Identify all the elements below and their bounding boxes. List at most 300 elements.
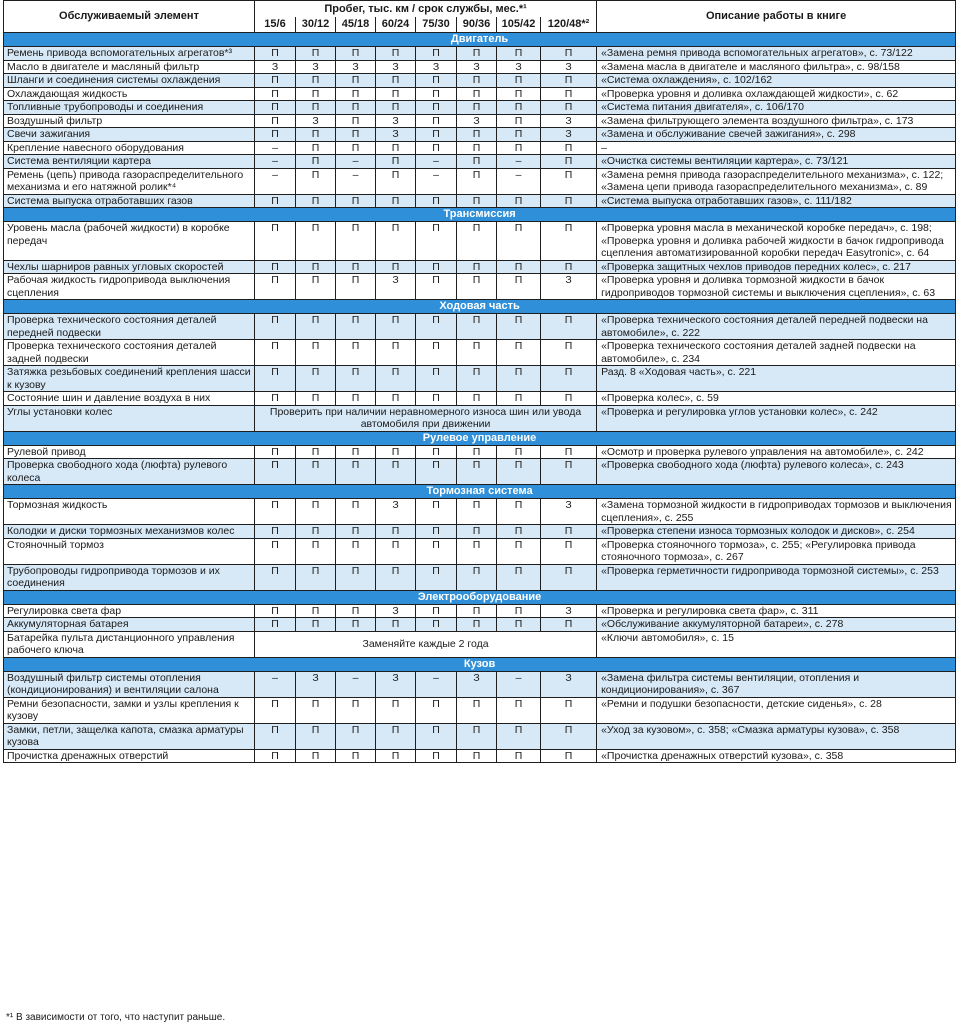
interval-value-cell: П <box>457 499 497 525</box>
table-header <box>4 1 956 33</box>
interval-value-cell: П <box>416 697 457 723</box>
interval-value-cell: П <box>336 128 376 142</box>
interval-value-cell: П <box>416 564 457 590</box>
interval-value-cell: П <box>457 222 497 261</box>
interval-value-cell: П <box>336 604 376 618</box>
interval-value-cell: П <box>255 392 296 406</box>
interval-value-cell: П <box>541 392 597 406</box>
interval-value-cell: П <box>457 340 497 366</box>
interval-value-cell: П <box>336 618 376 632</box>
interval-value-cell: П <box>336 697 376 723</box>
description-column-header: Описание работы в книге <box>597 1 956 33</box>
interval-value-cell: П <box>541 525 597 539</box>
interval-value-cell: П <box>296 128 336 142</box>
description-cell: «Замена ремня привода газораспределительного механизма», с. 122; «Замена цепи привода газораспределительного механизма», с. 89 <box>597 168 956 194</box>
interval-header: 15/6 <box>255 17 296 33</box>
table-row <box>4 274 956 300</box>
interval-value-cell: П <box>296 445 336 459</box>
interval-value-cell: З <box>376 128 416 142</box>
interval-value-cell: П <box>336 564 376 590</box>
interval-value-cell: – <box>416 155 457 169</box>
interval-value-cell: – <box>255 671 296 697</box>
interval-value-cell: П <box>376 618 416 632</box>
interval-value-cell: П <box>255 194 296 208</box>
item-cell: Затяжка резьбовых соединений крепления шасси к кузову <box>4 366 255 392</box>
interval-value-cell: П <box>255 697 296 723</box>
item-cell: Рабочая жидкость гидропривода выключения сцепления <box>4 274 255 300</box>
interval-value-cell: П <box>376 155 416 169</box>
interval-value-cell: З <box>296 114 336 128</box>
interval-value-cell: П <box>457 749 497 763</box>
interval-value-cell: П <box>255 314 296 340</box>
description-cell: «Проверка технического состояния деталей задней подвески на автомобиле», с. 234 <box>597 340 956 366</box>
interval-value-cell: П <box>541 47 597 61</box>
interval-value-cell: П <box>255 274 296 300</box>
interval-value-cell: П <box>296 459 336 485</box>
interval-value-cell: П <box>416 314 457 340</box>
interval-value-cell: – <box>336 155 376 169</box>
interval-value-cell: П <box>497 459 541 485</box>
interval-value-cell: П <box>457 697 497 723</box>
description-cell: «Замена масла в двигателе и масляного фильтра», с. 98/158 <box>597 60 956 74</box>
interval-value-cell: П <box>376 260 416 274</box>
interval-value-cell: П <box>376 459 416 485</box>
interval-value-cell: П <box>376 141 416 155</box>
interval-value-cell: П <box>255 525 296 539</box>
section-header-row <box>4 208 956 222</box>
interval-value-cell: П <box>541 366 597 392</box>
interval-value-cell: З <box>416 60 457 74</box>
interval-value-cell: З <box>457 671 497 697</box>
interval-value-cell: – <box>416 168 457 194</box>
interval-value-cell: П <box>416 141 457 155</box>
table-row <box>4 47 956 61</box>
interval-value-cell: П <box>296 260 336 274</box>
interval-value-cell: З <box>541 274 597 300</box>
interval-value-cell: П <box>497 445 541 459</box>
interval-value-cell: П <box>457 618 497 632</box>
interval-value-cell: П <box>255 101 296 115</box>
interval-header: 45/18 <box>336 17 376 33</box>
interval-value-cell: П <box>497 222 541 261</box>
interval-value-cell: П <box>541 314 597 340</box>
interval-value-cell: П <box>336 525 376 539</box>
interval-value-cell: П <box>255 538 296 564</box>
table-row <box>4 459 956 485</box>
interval-value-cell: П <box>541 723 597 749</box>
interval-value-cell: – <box>255 141 296 155</box>
section-title: Двигатель <box>4 33 956 47</box>
interval-value-cell: П <box>336 499 376 525</box>
description-cell: «Ремни и подушки безопасности, детские сиденья», с. 28 <box>597 697 956 723</box>
table-row <box>4 128 956 142</box>
description-cell: «Система охлаждения», с. 102/162 <box>597 74 956 88</box>
item-cell: Углы установки колес <box>4 405 255 431</box>
interval-value-cell: П <box>416 749 457 763</box>
table-row <box>4 260 956 274</box>
interval-value-cell: П <box>255 618 296 632</box>
table-row <box>4 723 956 749</box>
interval-value-cell: П <box>296 697 336 723</box>
table-row <box>4 366 956 392</box>
interval-value-cell: П <box>255 366 296 392</box>
interval-value-cell: З <box>376 671 416 697</box>
interval-value-cell: П <box>336 101 376 115</box>
item-cell: Состояние шин и давление воздуха в них <box>4 392 255 406</box>
section-title: Кузов <box>4 657 956 671</box>
interval-value-cell: – <box>497 155 541 169</box>
interval-value-cell: П <box>416 499 457 525</box>
interval-value-cell: П <box>296 74 336 88</box>
section-title: Электрооборудование <box>4 590 956 604</box>
description-cell: «Система выпуска отработавших газов», с. 111/182 <box>597 194 956 208</box>
table-row-note <box>4 631 956 657</box>
interval-value-cell: П <box>457 604 497 618</box>
interval-value-cell: П <box>255 87 296 101</box>
interval-value-cell: П <box>376 538 416 564</box>
description-cell: «Осмотр и проверка рулевого управления на автомобиле», с. 242 <box>597 445 956 459</box>
interval-value-cell: П <box>457 723 497 749</box>
description-cell: «Замена тормозной жидкости в гидроприводах тормозов и выключения сцепления», с. 255 <box>597 499 956 525</box>
interval-value-cell: П <box>296 87 336 101</box>
footnote: *¹ В зависимости от того, что наступит раньше. <box>6 1012 226 1023</box>
interval-value-cell: П <box>255 564 296 590</box>
interval-value-cell: П <box>376 101 416 115</box>
interval-value-cell: П <box>497 141 541 155</box>
interval-value-cell: П <box>336 274 376 300</box>
item-cell: Тормозная жидкость <box>4 499 255 525</box>
interval-value-cell: П <box>457 564 497 590</box>
interval-value-cell: П <box>336 459 376 485</box>
interval-note-cell: Проверить при наличии неравномерного износа шин или увода автомобиля при движении <box>255 405 597 431</box>
interval-value-cell: П <box>336 340 376 366</box>
interval-value-cell: З <box>457 60 497 74</box>
interval-value-cell: П <box>497 499 541 525</box>
table-row <box>4 499 956 525</box>
interval-value-cell: П <box>416 538 457 564</box>
interval-value-cell: П <box>336 538 376 564</box>
interval-value-cell: З <box>497 60 541 74</box>
interval-value-cell: П <box>541 564 597 590</box>
item-cell: Уровень масла (рабочей жидкости) в коробке передач <box>4 222 255 261</box>
item-cell: Воздушный фильтр системы отопления (кондиционирования) и вентиляции салона <box>4 671 255 697</box>
interval-value-cell: – <box>416 671 457 697</box>
item-cell: Шланги и соединения системы охлаждения <box>4 74 255 88</box>
interval-value-cell: П <box>296 723 336 749</box>
interval-value-cell: П <box>416 340 457 366</box>
interval-value-cell: П <box>457 392 497 406</box>
interval-value-cell: П <box>336 141 376 155</box>
interval-value-cell: П <box>296 168 336 194</box>
interval-value-cell: П <box>541 340 597 366</box>
interval-value-cell: П <box>296 340 336 366</box>
interval-value-cell: П <box>296 314 336 340</box>
interval-value-cell: П <box>255 499 296 525</box>
table-row <box>4 392 956 406</box>
item-cell: Масло в двигателе и масляный фильтр <box>4 60 255 74</box>
interval-value-cell: П <box>541 222 597 261</box>
interval-value-cell: П <box>255 459 296 485</box>
interval-value-cell: З <box>541 114 597 128</box>
table-row <box>4 194 956 208</box>
table-row-note <box>4 405 956 431</box>
interval-value-cell: П <box>416 101 457 115</box>
description-cell: «Замена и обслуживание свечей зажигания», с. 298 <box>597 128 956 142</box>
interval-value-cell: П <box>541 445 597 459</box>
interval-value-cell: П <box>336 47 376 61</box>
table-row <box>4 87 956 101</box>
interval-value-cell: П <box>541 260 597 274</box>
interval-value-cell: П <box>296 564 336 590</box>
interval-value-cell: – <box>336 671 376 697</box>
interval-header: 105/42 <box>497 17 541 33</box>
interval-value-cell: П <box>416 194 457 208</box>
interval-header: 75/30 <box>416 17 457 33</box>
interval-value-cell: П <box>255 604 296 618</box>
interval-value-cell: П <box>497 128 541 142</box>
description-cell: «Проверка уровня масла в механической коробке передач», с. 198; «Проверка уровня и доливка рабочей жидкости в бачок гидропривода сцепления автоматизированной коробки передач Easytronic», с. 64 <box>597 222 956 261</box>
description-cell: «Система питания двигателя», с. 106/170 <box>597 101 956 115</box>
interval-value-cell: П <box>376 392 416 406</box>
interval-value-cell: П <box>255 260 296 274</box>
interval-value-cell: П <box>336 194 376 208</box>
interval-value-cell: З <box>376 114 416 128</box>
interval-value-cell: П <box>497 194 541 208</box>
table-row <box>4 618 956 632</box>
interval-value-cell: П <box>541 141 597 155</box>
interval-value-cell: П <box>255 340 296 366</box>
interval-value-cell: П <box>255 445 296 459</box>
interval-value-cell: П <box>497 260 541 274</box>
interval-value-cell: П <box>497 366 541 392</box>
interval-value-cell: З <box>376 604 416 618</box>
interval-value-cell: П <box>376 366 416 392</box>
interval-value-cell: П <box>296 392 336 406</box>
interval-value-cell: П <box>336 74 376 88</box>
item-cell: Батарейка пульта дистанционного управления рабочего ключа <box>4 631 255 657</box>
description-cell: «Ключи автомобиля», с. 15 <box>597 631 956 657</box>
interval-value-cell: П <box>336 314 376 340</box>
interval-value-cell: – <box>336 168 376 194</box>
interval-value-cell: П <box>296 618 336 632</box>
interval-value-cell: П <box>416 114 457 128</box>
interval-value-cell: З <box>296 60 336 74</box>
description-cell: «Проверка свободного хода (люфта) рулевого колеса», с. 243 <box>597 459 956 485</box>
interval-value-cell: П <box>296 749 336 763</box>
table-row <box>4 671 956 697</box>
item-cell: Ремень привода вспомогательных агрегатов*³ <box>4 47 255 61</box>
interval-value-cell: П <box>497 340 541 366</box>
interval-value-cell: П <box>255 128 296 142</box>
interval-value-cell: П <box>376 168 416 194</box>
interval-value-cell: П <box>296 604 336 618</box>
interval-value-cell: П <box>497 101 541 115</box>
table-row <box>4 222 956 261</box>
interval-value-cell: П <box>541 101 597 115</box>
interval-value-cell: З <box>336 60 376 74</box>
description-cell: «Обслуживание аккумуляторной батареи», с. 278 <box>597 618 956 632</box>
interval-value-cell: П <box>497 525 541 539</box>
table-row <box>4 749 956 763</box>
mileage-group-header: Пробег, тыс. км / срок службы, мес.*¹ <box>255 1 597 18</box>
interval-value-cell: П <box>296 366 336 392</box>
interval-value-cell: П <box>416 366 457 392</box>
item-cell: Замки, петли, защелка капота, смазка арматуры кузова <box>4 723 255 749</box>
interval-value-cell: П <box>416 128 457 142</box>
description-cell: «Замена фильтра системы вентиляции, отопления и кондиционирования», с. 367 <box>597 671 956 697</box>
interval-value-cell: П <box>416 525 457 539</box>
interval-value-cell: П <box>255 749 296 763</box>
interval-value-cell: П <box>296 141 336 155</box>
interval-value-cell: П <box>457 141 497 155</box>
section-header-row <box>4 485 956 499</box>
interval-value-cell: З <box>255 60 296 74</box>
interval-value-cell: П <box>541 74 597 88</box>
interval-value-cell: П <box>336 445 376 459</box>
interval-value-cell: П <box>457 194 497 208</box>
interval-value-cell: П <box>376 723 416 749</box>
description-cell: «Проверка уровня и доливка тормозной жидкости в бачок гидроприводов тормозной системы и выключения сцепления», с. 63 <box>597 274 956 300</box>
interval-value-cell: П <box>376 47 416 61</box>
interval-value-cell: П <box>336 723 376 749</box>
section-header-row <box>4 431 956 445</box>
interval-value-cell: П <box>497 564 541 590</box>
interval-value-cell: П <box>416 392 457 406</box>
section-header-row <box>4 33 956 47</box>
interval-value-cell: П <box>497 697 541 723</box>
item-cell: Топливные трубопроводы и соединения <box>4 101 255 115</box>
table-row <box>4 604 956 618</box>
item-cell: Свечи зажигания <box>4 128 255 142</box>
interval-value-cell: П <box>457 274 497 300</box>
description-cell: «Проверка герметичности гидропривода тормозной системы», с. 253 <box>597 564 956 590</box>
interval-value-cell: З <box>376 499 416 525</box>
interval-value-cell: П <box>416 274 457 300</box>
item-cell: Регулировка света фар <box>4 604 255 618</box>
description-cell: «Замена фильтрующего элемента воздушного фильтра», с. 173 <box>597 114 956 128</box>
item-cell: Чехлы шарниров равных угловых скоростей <box>4 260 255 274</box>
interval-value-cell: П <box>336 87 376 101</box>
interval-value-cell: П <box>541 749 597 763</box>
table-row <box>4 445 956 459</box>
description-cell: «Проверка степени износа тормозных колодок и дисков», с. 254 <box>597 525 956 539</box>
interval-value-cell: П <box>416 604 457 618</box>
interval-value-cell: П <box>497 604 541 618</box>
section-title: Ходовая часть <box>4 300 956 314</box>
interval-value-cell: П <box>296 274 336 300</box>
interval-value-cell: П <box>457 87 497 101</box>
interval-value-cell: З <box>541 128 597 142</box>
interval-header: 120/48*² <box>541 17 597 33</box>
description-cell: «Прочистка дренажных отверстий кузова», с. 358 <box>597 749 956 763</box>
interval-value-cell: П <box>497 47 541 61</box>
interval-value-cell: П <box>457 459 497 485</box>
interval-value-cell: П <box>497 538 541 564</box>
interval-value-cell: П <box>255 47 296 61</box>
interval-value-cell: П <box>416 222 457 261</box>
table-row <box>4 74 956 88</box>
table-body <box>4 33 956 763</box>
section-title: Трансмиссия <box>4 208 956 222</box>
interval-value-cell: П <box>255 222 296 261</box>
item-cell: Трубопроводы гидропривода тормозов и их соединения <box>4 564 255 590</box>
interval-value-cell: З <box>376 274 416 300</box>
description-cell: «Проверка уровня и доливка охлаждающей жидкости», с. 62 <box>597 87 956 101</box>
table-row <box>4 101 956 115</box>
interval-value-cell: П <box>376 525 416 539</box>
interval-value-cell: З <box>541 671 597 697</box>
item-cell: Колодки и диски тормозных механизмов колес <box>4 525 255 539</box>
interval-value-cell: П <box>457 314 497 340</box>
interval-header: 90/36 <box>457 17 497 33</box>
interval-value-cell: П <box>376 445 416 459</box>
interval-value-cell: П <box>497 87 541 101</box>
interval-value-cell: П <box>416 47 457 61</box>
item-cell: Ремень (цепь) привода газораспределительного механизма и его натяжной ролик*⁴ <box>4 168 255 194</box>
interval-value-cell: П <box>497 392 541 406</box>
description-cell: «Проверка и регулировка углов установки колес», с. 242 <box>597 405 956 431</box>
interval-value-cell: П <box>457 101 497 115</box>
section-header-row <box>4 300 956 314</box>
interval-value-cell: П <box>457 260 497 274</box>
interval-value-cell: П <box>541 168 597 194</box>
interval-value-cell: П <box>416 260 457 274</box>
interval-value-cell: П <box>255 114 296 128</box>
description-cell: «Проверка и регулировка света фар», с. 311 <box>597 604 956 618</box>
interval-value-cell: П <box>541 87 597 101</box>
interval-value-cell: П <box>336 222 376 261</box>
interval-value-cell: П <box>457 445 497 459</box>
interval-value-cell: П <box>296 47 336 61</box>
interval-value-cell: П <box>457 525 497 539</box>
interval-value-cell: П <box>376 749 416 763</box>
item-cell: Охлаждающая жидкость <box>4 87 255 101</box>
interval-value-cell: П <box>416 618 457 632</box>
interval-value-cell: П <box>296 155 336 169</box>
interval-value-cell: П <box>376 194 416 208</box>
interval-value-cell: П <box>376 74 416 88</box>
description-cell: «Проверка защитных чехлов приводов передних колес», с. 217 <box>597 260 956 274</box>
interval-value-cell: П <box>376 564 416 590</box>
section-title: Тормозная система <box>4 485 956 499</box>
interval-value-cell: П <box>376 697 416 723</box>
interval-value-cell: П <box>457 47 497 61</box>
interval-note-cell: Заменяйте каждые 2 года <box>255 631 597 657</box>
interval-value-cell: П <box>376 314 416 340</box>
interval-header: 30/12 <box>296 17 336 33</box>
table-row <box>4 697 956 723</box>
interval-value-cell: П <box>541 618 597 632</box>
interval-value-cell: П <box>376 222 416 261</box>
interval-value-cell: П <box>541 459 597 485</box>
interval-value-cell: П <box>457 366 497 392</box>
interval-header: 60/24 <box>376 17 416 33</box>
interval-value-cell: З <box>376 60 416 74</box>
interval-value-cell: П <box>376 87 416 101</box>
item-cell: Воздушный фильтр <box>4 114 255 128</box>
interval-value-cell: П <box>416 723 457 749</box>
description-cell: «Замена ремня привода вспомогательных агрегатов», с. 73/122 <box>597 47 956 61</box>
table-row <box>4 141 956 155</box>
interval-value-cell: П <box>255 74 296 88</box>
table-row <box>4 340 956 366</box>
interval-value-cell: З <box>457 114 497 128</box>
interval-value-cell: П <box>255 723 296 749</box>
item-cell: Аккумуляторная батарея <box>4 618 255 632</box>
table-row <box>4 155 956 169</box>
interval-value-cell: П <box>541 697 597 723</box>
interval-value-cell: З <box>541 604 597 618</box>
